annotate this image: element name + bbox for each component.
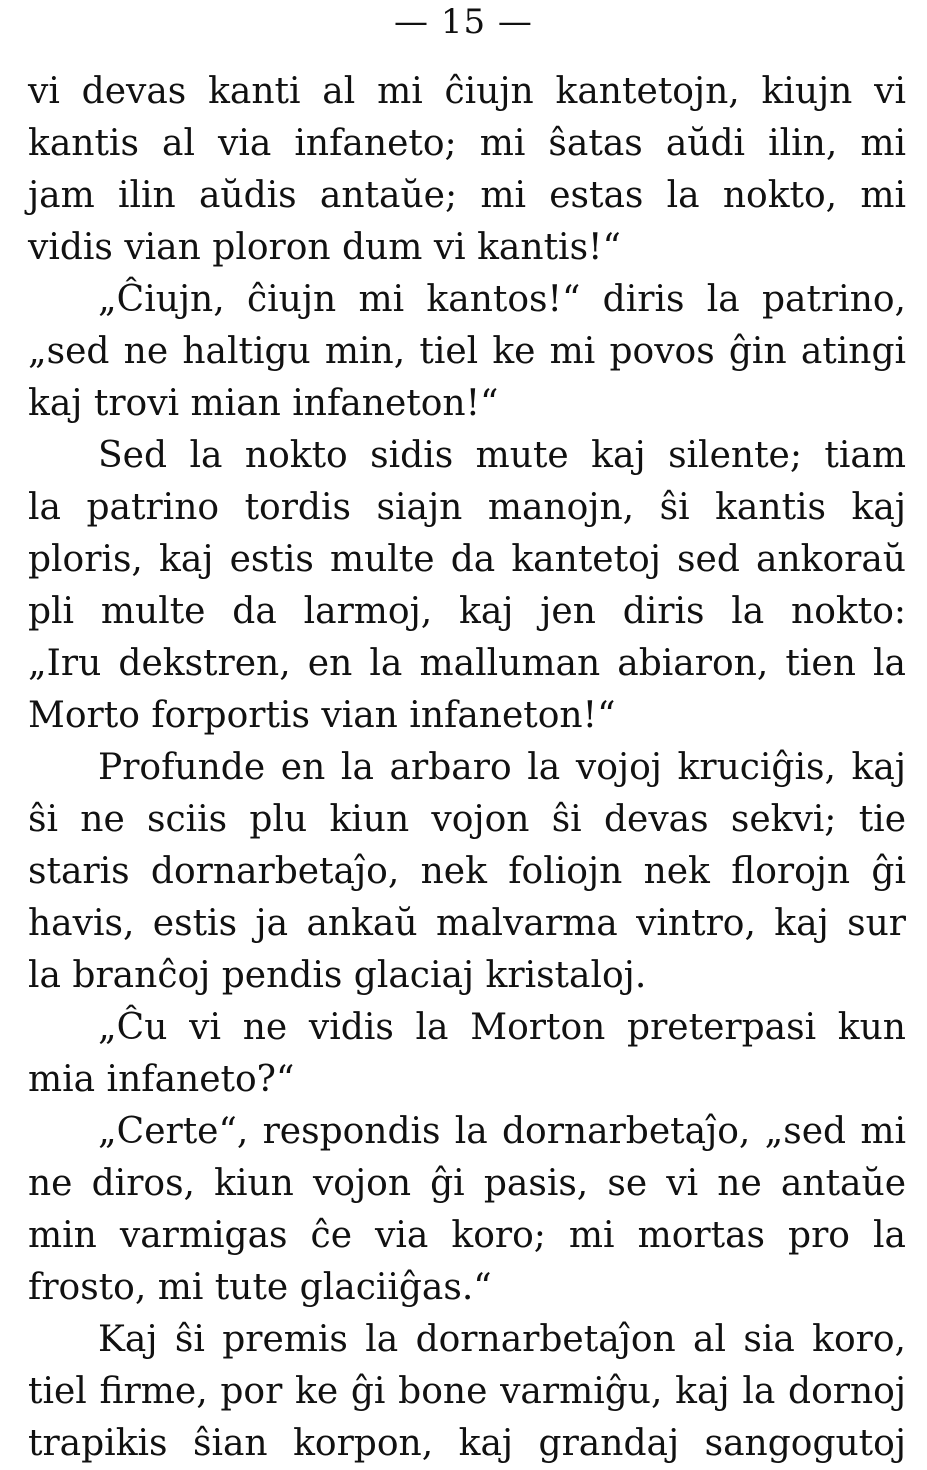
text-line: havis, estis ja ankaŭ malvarma vintro, kaj sur: [28, 903, 906, 944]
text-line: Sed la nokto sidis mute kaj silente; tiam: [98, 435, 906, 476]
text-line: la branĉoj pendis glaciaj kristaloj.: [28, 955, 647, 996]
text-line: kaj trovi mian infaneton!“: [28, 383, 499, 424]
text-line: vi devas kanti al mi ĉiujn kantetojn, kiujn vi: [28, 71, 906, 112]
text-line: staris dornarbetaĵo, nek foliojn nek florojn ĝi: [28, 851, 906, 892]
text-line: frosto, mi tute glaciiĝas.“: [28, 1267, 492, 1308]
text-line: „sed ne haltigu min, tiel ke mi povos ĝin atingi: [28, 331, 906, 372]
text-line: Kaj ŝi premis la dornarbetaĵon al sia koro,: [98, 1319, 906, 1360]
page-number: — 15 —: [394, 2, 533, 42]
text-line: la patrino tordis siajn manojn, ŝi kantis kaj: [28, 487, 906, 528]
text-line: ploris, kaj estis multe da kantetoj sed ankoraŭ: [28, 539, 906, 580]
text-line: mia infaneto?“: [28, 1059, 295, 1100]
paragraph: [28, 1106, 906, 1314]
text-line: pli multe da larmoj, kaj jen diris la nokto:: [28, 591, 906, 632]
text-line: jam ilin aŭdis antaŭe; mi estas la nokto, mi: [28, 175, 906, 216]
text-line: kantis al via infaneto; mi ŝatas aŭdi ilin, mi: [28, 123, 906, 164]
text-line: trapikis ŝian korpon, kaj grandaj sangogutoj: [28, 1423, 906, 1464]
body-text: [28, 66, 906, 1470]
text-line: Profunde en la arbaro la vojoj kruciĝis, kaj: [98, 747, 906, 788]
text-line: tiel firme, por ke ĝi bone varmiĝu, kaj la dornoj: [28, 1371, 906, 1412]
paragraph: [28, 274, 906, 430]
text-line: „Iru dekstren, en la malluman abiaron, tien la: [28, 643, 906, 684]
text-line: ŝi ne sciis plu kiun vojon ŝi devas sekvi; tie: [28, 799, 906, 840]
text-line: ne diros, kiun vojon ĝi pasis, se vi ne antaŭe: [28, 1163, 906, 1204]
text-line: Morto forportis vian infaneton!“: [28, 695, 616, 736]
paragraph: [28, 430, 906, 742]
paragraph: [28, 742, 906, 1002]
text-line: vidis vian ploron dum vi kantis!“: [28, 227, 621, 268]
text-line: „Certe“, respondis la dornarbetaĵo, „sed mi: [98, 1111, 906, 1152]
text-line: min varmigas ĉe via koro; mi mortas pro la: [28, 1215, 906, 1256]
text-line: „Ĉu vi ne vidis la Morton preterpasi kun: [98, 1007, 906, 1048]
text-line: „Ĉiujn, ĉiujn mi kantos!“ diris la patrino,: [98, 279, 906, 320]
paragraph: [28, 1002, 906, 1106]
paragraph: [28, 66, 906, 274]
paragraph: [28, 1314, 906, 1470]
